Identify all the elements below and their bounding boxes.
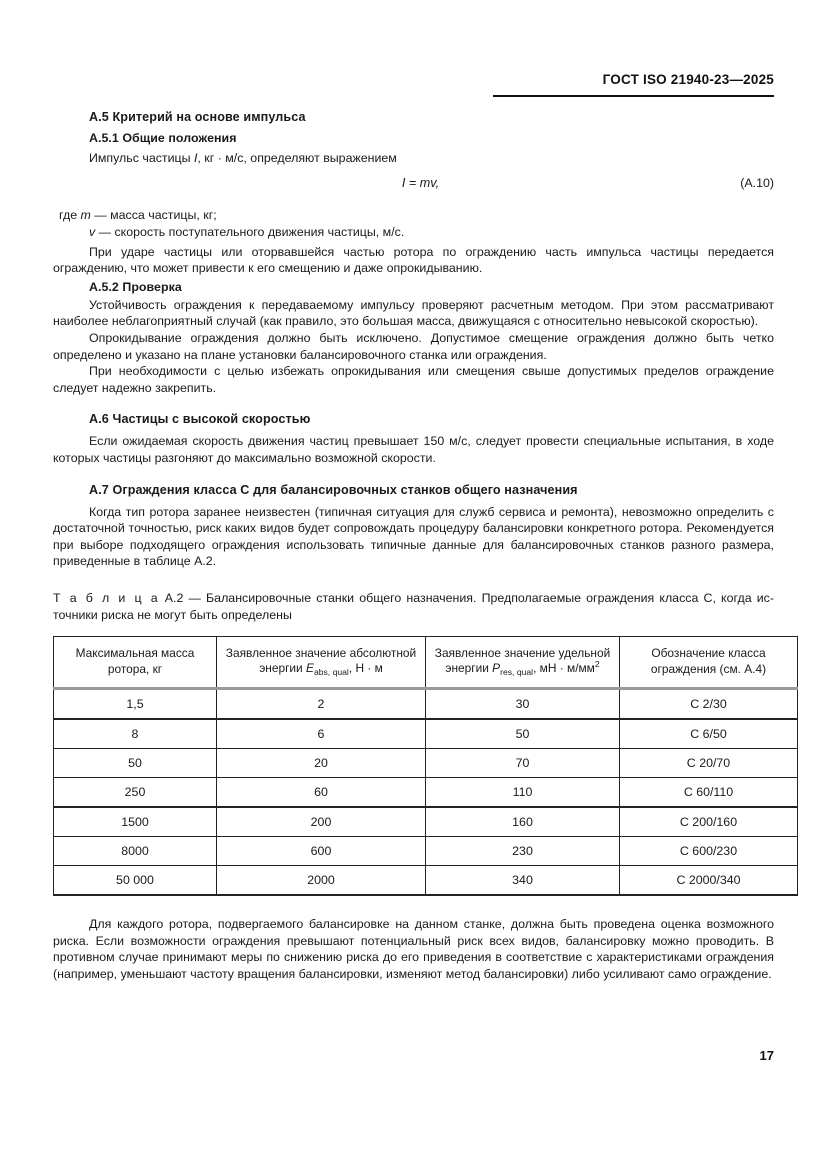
table-header-specific-energy — [426, 636, 620, 688]
col3-line1: Заявленное значение удельной — [434, 645, 611, 660]
a51-intro-post: , кг · м/с, определяют выражением — [197, 151, 397, 165]
where-m-text: — масса частицы, кг; — [90, 207, 217, 222]
paragraph-check-2: Опрокидывание ограждения должно быть исключено. Допустимое смещение ограждения должно быть четко определено и указано на плане установки балансировочного станка или ограждения. — [53, 330, 774, 362]
where-v-variable: v — [89, 224, 96, 239]
table-body — [54, 688, 798, 895]
where-m-variable: m — [80, 207, 91, 222]
cell-specific-energy: 340 — [426, 865, 620, 895]
col3-symbol: P — [492, 661, 501, 676]
col2-line2-post: , Н · м — [348, 661, 383, 676]
table-row — [54, 865, 798, 895]
cell-specific-energy: 160 — [426, 807, 620, 837]
where-prefix: где — [59, 207, 81, 222]
col1-line1: Максимальная масса — [75, 646, 195, 661]
col2-subscript: abs, qual — [313, 667, 349, 678]
col2-symbol: E — [306, 661, 314, 676]
cell-absolute-energy: 200 — [217, 807, 426, 837]
cell-max-rotor-mass: 250 — [54, 777, 217, 807]
cell-absolute-energy: 600 — [217, 836, 426, 865]
cell-guard-class: C 600/230 — [620, 836, 798, 865]
where-item-v — [53, 224, 774, 241]
formula-a10-row — [53, 176, 774, 198]
paragraph-a51-intro — [53, 150, 774, 167]
paragraph-a6: Если ожидаемая скорость движения частиц превышает 150 м/с, следует провести специальные испытания, в ходе которых частицы разгоняют до максимально возможной скорости. — [53, 434, 774, 465]
table-caption-label: Т а б л и ц а — [53, 590, 160, 605]
table-head — [54, 636, 798, 688]
cell-absolute-energy: 6 — [217, 719, 426, 749]
cell-max-rotor-mass: 1,5 — [54, 688, 217, 719]
table-row — [54, 748, 798, 777]
heading-a52: A.5.2 Проверка — [89, 279, 182, 294]
table-row — [54, 688, 798, 719]
col3-line2-post: , мН · м/мм — [533, 661, 595, 676]
cell-specific-energy: 230 — [426, 836, 620, 865]
a51-intro-variable: I — [193, 151, 198, 165]
where-item-m — [53, 207, 774, 224]
table-caption — [53, 590, 774, 624]
table-container — [53, 636, 767, 896]
table-header-max-rotor-mass — [54, 636, 217, 688]
table-row — [54, 836, 798, 865]
formula-a10-number: (A.10) — [740, 175, 774, 190]
cell-absolute-energy: 2 — [217, 688, 426, 719]
running-head-rule — [493, 95, 774, 97]
col4-line2: ограждения (см. A.4) — [650, 661, 767, 676]
col3-line2-pre: энергии — [445, 661, 493, 676]
paragraph-a7-closing: Для каждого ротора, подвергаемого балансировке на данном станке, должна быть проведена оценка возможного риска. Если возможности ограждения превышают потенциальный риск всех видов, балансировку можно проводить. В противном случае принимают меры по снижению риска до его приведения в соответствие с характеристиками ограждения (например, уменьшают частоту вращения балансировки, изменяют метод балансировки) либо усиливают само ограждение. — [53, 916, 774, 981]
balancing-machines-table — [53, 636, 798, 896]
cell-specific-energy: 70 — [426, 748, 620, 777]
cell-absolute-energy: 2000 — [217, 865, 426, 895]
cell-max-rotor-mass: 50 — [54, 748, 217, 777]
col4-line1: Обозначение класса — [651, 646, 766, 661]
paragraph-a7-intro: Когда тип ротора заранее неизвестен (типичная ситуация для служб сервиса и ремонта), невозможно определить с достаточной точностью, риск каких видов будет сопровождать процедуру балансировки конкретного ротора. Рекомендуется при выборе подходящего ограждения использовать типичные данные для балансировочных станков разного размера, приведенные в таблице A.2. — [53, 504, 774, 569]
cell-guard-class: C 60/110 — [620, 777, 798, 807]
page-number: 17 — [759, 1048, 774, 1063]
heading-a51: A.5.1 Общие положения — [89, 131, 237, 145]
cell-specific-energy: 30 — [426, 688, 620, 719]
cell-guard-class: C 2000/340 — [620, 865, 798, 895]
col3-subscript: res, qual — [500, 667, 534, 678]
formula-a10-text: I = mv, — [401, 175, 440, 190]
cell-max-rotor-mass: 50 000 — [54, 865, 217, 895]
a51-intro-pre: Импульс частицы — [89, 151, 194, 165]
table-row — [54, 719, 798, 749]
cell-absolute-energy: 60 — [217, 777, 426, 807]
cell-specific-energy: 110 — [426, 777, 620, 807]
where-v-text: — скорость поступательного движения частицы, м/с. — [95, 224, 405, 239]
col1-line2: ротора, кг — [107, 661, 163, 676]
cell-guard-class: C 2/30 — [620, 688, 798, 719]
table-row — [54, 777, 798, 807]
cell-guard-class: C 6/50 — [620, 719, 798, 749]
running-head: ГОСТ ISO 21940-23—2025 — [602, 72, 774, 87]
table-header-absolute-energy — [217, 636, 426, 688]
table-header-row — [54, 636, 798, 688]
table-caption-text: A.2 — Балансировочные станки общего назначения. Предполагаемые ограждения класса C, когда источники риска не могут быть определены — [53, 590, 774, 622]
col2-line1: Заявленное значение абсолютной — [225, 645, 417, 660]
cell-guard-class: C 200/160 — [620, 807, 798, 837]
cell-absolute-energy: 20 — [217, 748, 426, 777]
paragraph-check-1: Устойчивость ограждения к передаваемому импульсу проверяют расчетным методом. При этом рассматривают наиболее неблагоприятный случай (как правило, это большая масса, движущаяся с относительно невысокой скоростью). — [53, 297, 774, 329]
table-row — [54, 807, 798, 837]
cell-guard-class: C 20/70 — [620, 748, 798, 777]
paragraph-impact: При ударе частицы или оторвавшейся частью ротора по ограждению часть импульса частицы передается ограждению, что может привести к его смещению и даже опрокидыванию. — [53, 244, 774, 276]
heading-a5: A.5 Критерий на основе импульса — [89, 110, 306, 124]
paragraph-check-3: При необходимости с целью избежать опрокидывания или смещения свыше допустимых пределов ограждение следует надежно закрепить. — [53, 364, 774, 395]
cell-max-rotor-mass: 8000 — [54, 836, 217, 865]
cell-max-rotor-mass: 1500 — [54, 807, 217, 837]
cell-specific-energy: 50 — [426, 719, 620, 749]
formula-a10 — [53, 176, 774, 190]
heading-a7: A.7 Ограждения класса C для балансировочных станков общего назначения — [89, 482, 578, 497]
page-content — [53, 110, 774, 982]
cell-max-rotor-mass: 8 — [54, 719, 217, 749]
col3-superscript: 2 — [594, 659, 600, 670]
heading-a6: A.6 Частицы с высокой скоростью — [89, 412, 311, 427]
where-list — [53, 207, 774, 241]
col2-line2-pre: энергии — [259, 661, 307, 676]
table-header-guard-class — [620, 636, 798, 688]
